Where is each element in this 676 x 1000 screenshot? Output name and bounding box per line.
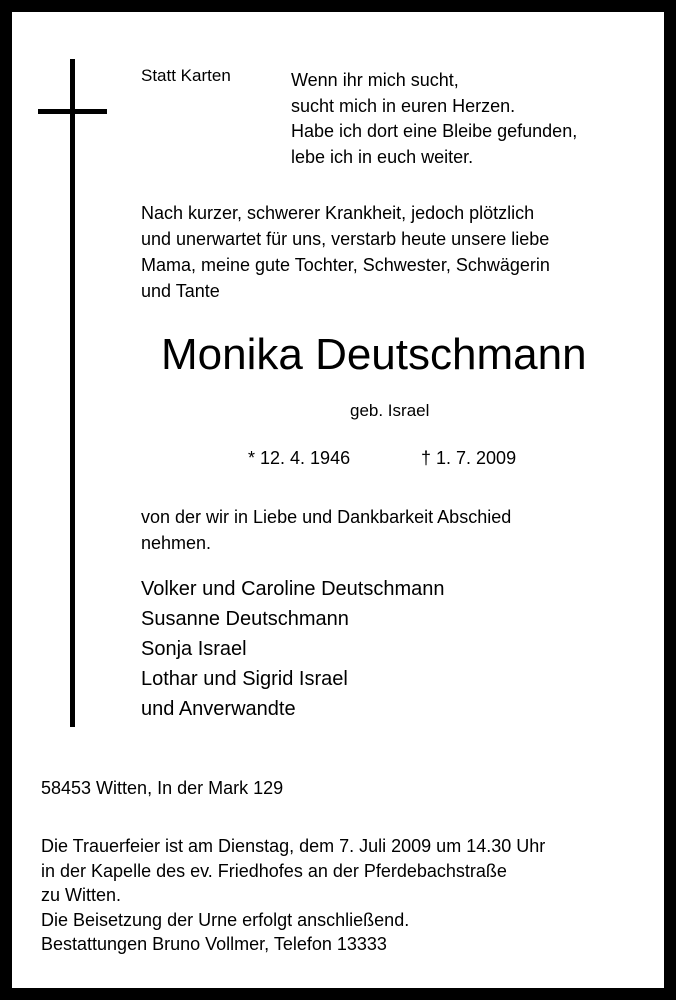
poem-line: Habe ich dort eine Bleibe gefunden, bbox=[291, 121, 578, 141]
intro-line: Mama, meine gute Tochter, Schwester, Schwägerin bbox=[141, 255, 550, 275]
intro-line: und Tante bbox=[141, 281, 220, 301]
statt-karten-label: Statt Karten bbox=[141, 66, 231, 85]
notice-line: in der Kapelle des ev. Friedhofes an der Pferdebachstraße bbox=[41, 860, 507, 881]
address: 58453 Witten, In der Mark 129 bbox=[41, 778, 284, 798]
obituary-notice bbox=[12, 12, 664, 988]
notice-line: zu Witten. bbox=[41, 885, 122, 905]
intro-line: und unerwartet für uns, verstarb heute unsere liebe bbox=[141, 229, 550, 249]
mourner: Sonja Israel bbox=[141, 638, 247, 660]
notice-line: Bestattungen Bruno Vollmer, Telefon 13333 bbox=[41, 934, 387, 954]
poem-line: lebe ich in euch weiter. bbox=[291, 146, 474, 167]
mourner: und Anverwandte bbox=[141, 698, 296, 720]
farewell-text bbox=[141, 504, 511, 556]
cross-icon-horizontal bbox=[38, 109, 107, 114]
death-date: † 1. 7. 2009 bbox=[421, 448, 517, 468]
cross-icon-vertical bbox=[70, 59, 75, 727]
mourner: Susanne Deutschmann bbox=[141, 608, 349, 630]
poem-line: Wenn ihr mich sucht, bbox=[291, 70, 459, 90]
notice-line: Die Trauerfeier ist am Dienstag, dem 7. Juli 2009 um 14.30 Uhr bbox=[41, 836, 546, 856]
funeral-notice bbox=[41, 834, 545, 957]
intro-text bbox=[141, 200, 550, 304]
mourner: Lothar und Sigrid Israel bbox=[141, 668, 348, 690]
intro-line: Nach kurzer, schwerer Krankheit, jedoch plötzlich bbox=[141, 203, 535, 223]
birth-name: geb. Israel bbox=[350, 401, 430, 420]
birth-date: * 12. 4. 1946 bbox=[248, 448, 351, 468]
mourner: Volker und Caroline Deutschmann bbox=[141, 578, 445, 600]
farewell-line: von der wir in Liebe und Dankbarkeit Abschied bbox=[141, 507, 512, 527]
poem bbox=[291, 68, 577, 170]
mourners-list bbox=[141, 574, 445, 724]
farewell-line: nehmen. bbox=[141, 533, 212, 553]
poem-line: sucht mich in euren Herzen. bbox=[291, 95, 516, 116]
deceased-name: Monika Deutschmann bbox=[161, 330, 587, 379]
notice-line: Die Beisetzung der Urne erfolgt anschließend. bbox=[41, 909, 410, 930]
